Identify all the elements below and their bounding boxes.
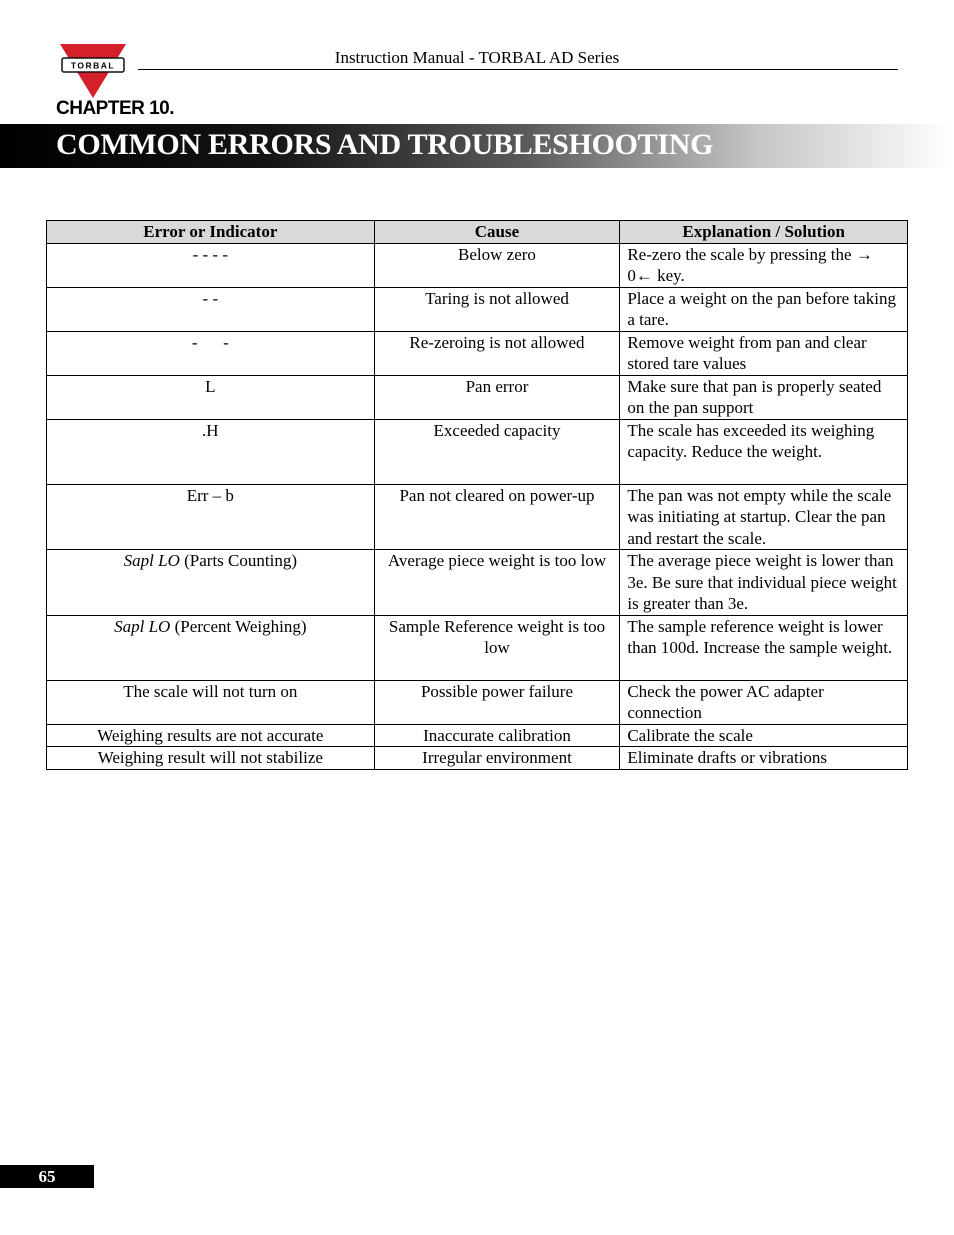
table-row [47, 550, 908, 616]
cause-cell: Possible power failure [374, 680, 620, 724]
cause-cell: Sample Reference weight is too low [374, 615, 620, 680]
indicator-cell: Err – b [47, 484, 375, 550]
indicator-cell: Weighing result will not stabilize [47, 747, 375, 770]
column-header-indicator: Error or Indicator [47, 221, 375, 244]
solution-cell: Remove weight from pan and clear stored tare values [620, 331, 908, 375]
cause-cell: Taring is not allowed [374, 287, 620, 331]
table-row [47, 747, 908, 770]
cause-cell: Below zero [374, 243, 620, 287]
errors-table [46, 220, 908, 770]
cause-cell: Irregular environment [374, 747, 620, 770]
cause-cell: Pan not cleared on power-up [374, 484, 620, 550]
indicator-cell: .H [47, 419, 375, 484]
solution-cell: The sample reference weight is lower than 100d. Increase the sample weight. [620, 615, 908, 680]
table-header-row [47, 221, 908, 244]
indicator-cell: - - [47, 287, 375, 331]
table-row [47, 331, 908, 375]
solution-cell: Eliminate drafts or vibrations [620, 747, 908, 770]
column-header-cause: Cause [374, 221, 620, 244]
cause-cell: Average piece weight is too low [374, 550, 620, 616]
solution-cell: The average piece weight is lower than 3e. Be sure that individual piece weight is greater than 3e. [620, 550, 908, 616]
chapter-title: COMMON ERRORS AND TROUBLESHOOTING [56, 128, 714, 161]
indicator-cell: Weighing results are not accurate [47, 724, 375, 747]
chapter-label: CHAPTER 10. [56, 98, 175, 119]
indicator-cell: - - - - [47, 243, 375, 287]
cause-cell: Re-zeroing is not allowed [374, 331, 620, 375]
page-number: 65 [0, 1165, 94, 1188]
logo-text: TORBAL [70, 60, 116, 71]
indicator-mode: (Percent Weighing) [170, 616, 307, 636]
indicator-cell: The scale will not turn on [47, 680, 375, 724]
column-header-solution: Explanation / Solution [620, 221, 908, 244]
table-row [47, 484, 908, 550]
table-row [47, 680, 908, 724]
indicator-cell: - - [47, 331, 375, 375]
indicator-code: Sapl LO [114, 616, 171, 636]
cause-cell: Pan error [374, 375, 620, 419]
table-row [47, 287, 908, 331]
cause-cell: Exceeded capacity [374, 419, 620, 484]
chapter-banner [0, 124, 954, 168]
solution-cell: Place a weight on the pan before taking a tare. [620, 287, 908, 331]
cause-cell: Inaccurate calibration [374, 724, 620, 747]
indicator-cell [47, 615, 375, 680]
solution-cell: Re-zero the scale by pressing the → 0← key. [620, 243, 908, 287]
table-row [47, 419, 908, 484]
indicator-cell [47, 550, 375, 616]
table-row [47, 375, 908, 419]
table-row [47, 243, 908, 287]
solution-cell: Check the power AC adapter connection [620, 680, 908, 724]
solution-cell: Make sure that pan is properly seated on the pan support [620, 375, 908, 419]
table-row [47, 615, 908, 680]
solution-cell: The scale has exceeded its weighing capacity. Reduce the weight. [620, 419, 908, 484]
indicator-mode: (Parts Counting) [179, 551, 297, 570]
solution-cell: The pan was not empty while the scale was initiating at startup. Clear the pan and restart the scale. [620, 484, 908, 550]
table-row [47, 724, 908, 747]
indicator-code: Sapl LO [123, 551, 180, 570]
indicator-cell: L [47, 375, 375, 419]
solution-cell: Calibrate the scale [620, 724, 908, 747]
running-header: Instruction Manual - TORBAL AD Series [334, 48, 620, 67]
header-rule [138, 69, 898, 70]
